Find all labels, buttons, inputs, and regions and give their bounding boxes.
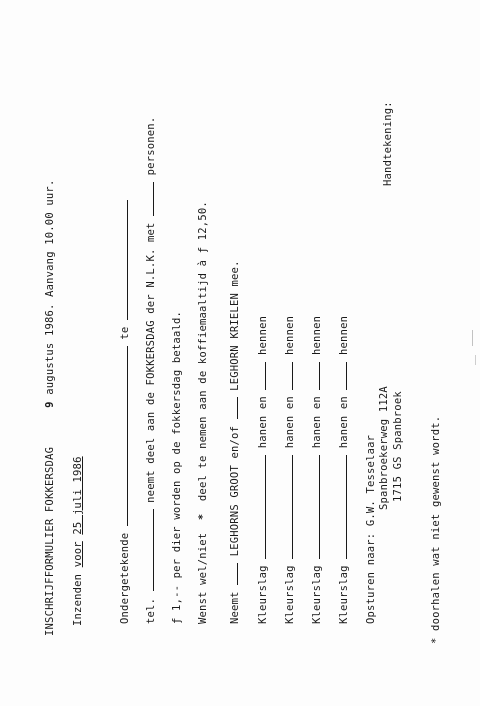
submit-voor: voor — [72, 541, 84, 568]
signature-row — [382, 101, 394, 186]
lunch-text: deel te nemen aan de koffiemaaltijd à ƒ 12,50. — [197, 201, 209, 502]
footnote-row — [430, 416, 442, 644]
address-line-1: G.W. Tesselaar — [365, 434, 377, 527]
hens-label: hennen — [257, 315, 269, 355]
colour-field[interactable] — [336, 455, 347, 559]
colour-label: Kleurslag — [257, 565, 269, 624]
fee-text: ƒ 1,-- per dier worden op de fokkersdag betaald. — [171, 310, 183, 624]
roosters-label: hanen en — [338, 396, 350, 449]
persons-label: personen. — [145, 116, 157, 176]
participation-row — [143, 117, 157, 624]
colour-row-3 — [309, 316, 323, 624]
colour-label: Kleurslag — [284, 565, 296, 624]
submit-label: Inzenden — [72, 573, 84, 626]
address-line-2: Spanbroekerweg 112A — [378, 386, 390, 510]
lunch-asterisk: * — [197, 513, 209, 521]
colour-field[interactable] — [255, 455, 266, 559]
roosters-label: hanen en — [311, 396, 323, 449]
roosters-label: hanen en — [257, 396, 269, 449]
breed-label: Neemt — [229, 591, 241, 624]
send-to-label: Opsturen naar: — [365, 532, 377, 624]
tel-field[interactable] — [143, 509, 154, 591]
scan-mark — [472, 330, 473, 346]
colour-row-4 — [336, 316, 350, 624]
event-day: 9 — [44, 401, 56, 408]
send-to-row — [365, 435, 377, 624]
fee-row — [171, 311, 183, 624]
leghorn-krielen-label: LEGHORN KRIELEN mee. — [229, 260, 241, 391]
submit-deadline-row — [72, 456, 84, 626]
form-title-row — [44, 180, 56, 636]
colour-row-1 — [255, 316, 269, 624]
persons-count-field[interactable] — [143, 182, 154, 216]
tel-label: tel. — [145, 597, 157, 624]
leghorn-krielen-count-field[interactable] — [227, 397, 238, 419]
participation-text: neemt deel aan de FOKKERSDAG der N.L.K. met — [145, 222, 157, 503]
hens-count-field[interactable] — [336, 362, 347, 390]
submit-date: 25 juli 1986 — [72, 456, 84, 535]
place-label: te — [119, 326, 131, 340]
colour-field[interactable] — [282, 455, 293, 559]
colour-field[interactable] — [309, 455, 320, 559]
place-field[interactable] — [117, 200, 128, 320]
lunch-row — [197, 201, 209, 624]
hens-count-field[interactable] — [282, 362, 293, 390]
hens-label: hennen — [338, 315, 350, 355]
form-title: INSCHRIJFFORMULIER FOKKERSDAG — [44, 446, 56, 636]
colour-label: Kleurslag — [311, 565, 323, 624]
address-line-2-row — [378, 386, 390, 510]
hens-count-field[interactable] — [309, 362, 320, 390]
signatory-name-field[interactable] — [117, 346, 128, 526]
signatory-row — [117, 200, 131, 624]
signature-label: Handtekening: — [382, 101, 394, 186]
hens-count-field[interactable] — [255, 362, 266, 390]
colour-label: Kleurslag — [338, 565, 350, 624]
event-date-text: augustus 1986. Aanvang 10.00 uur. — [44, 179, 56, 395]
leghorns-groot-label: LEGHORNS GROOT en/of — [229, 425, 241, 557]
hens-label: hennen — [284, 315, 296, 355]
address-line-3-row — [392, 391, 404, 502]
signatory-label: Ondergetekende — [119, 532, 131, 624]
lunch-prefix: Wenst wel/niet — [197, 532, 209, 624]
footnote: * doorhalen wat niet gewenst wordt. — [430, 415, 442, 644]
hens-label: hennen — [311, 315, 323, 355]
leghorns-groot-count-field[interactable] — [227, 563, 238, 585]
colour-row-2 — [282, 316, 296, 624]
address-line-3: 1715 GS Spanbroek — [392, 391, 404, 502]
breed-row — [227, 260, 241, 624]
scan-mark — [475, 355, 476, 365]
roosters-label: hanen en — [284, 396, 296, 449]
